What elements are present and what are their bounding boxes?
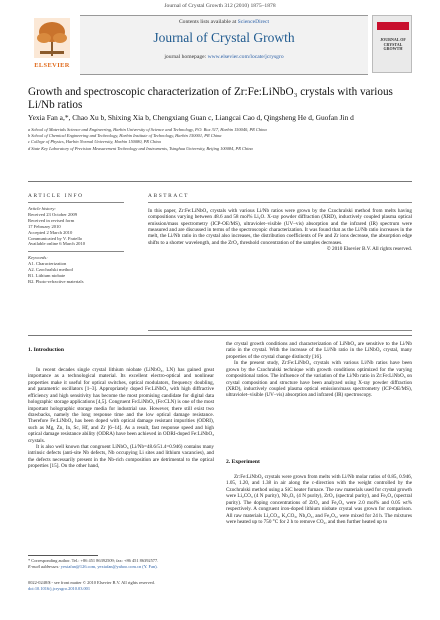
footnote-rule (28, 555, 98, 556)
history-item: 17 February 2010 (28, 223, 61, 229)
homepage-link[interactable]: www.elsevier.com/locate/jcrysgro (207, 54, 284, 60)
history-item: Communicated by V. Fratello (28, 235, 83, 241)
divider (28, 335, 412, 336)
paragraph: the crystal growth conditions and characterization of LiNbO₃ are sensitive to the Li/Nb ratio in the crystal. With the increase of the Li/Nb ratio in the LiNbO₃ crystal, many properties of the crystal change distinctly [16]. (226, 341, 412, 360)
history-item: Accepted 2 March 2010 (28, 229, 73, 235)
running-header: Journal of Crystal Growth 312 (2010) 1875–1878 (164, 3, 276, 9)
divider (28, 251, 124, 252)
sciencedirect-link[interactable]: ScienceDirect (237, 19, 270, 25)
footnote-text: * Corresponding author. Tel.: +86 451 86392509; fax: +86 451 86392577. (28, 558, 159, 563)
journal-cover-thumbnail (372, 15, 412, 73)
abstract-text: In this paper, Zr:Fe:LiNbO₃ crystals with various Li/Nb ratios were grown by the Czochralski method from melts having compositions varying between 48.6 and 58 mol% Li₂O. X-ray powder diffraction (XRD), inductively coupled plasma optical emission/mass spectrometry (ICP-OE/MS), ultraviolet–visible (UV–vis) absorption and the infrared (IR) spectrum were measured and are discussed in terms of the spectroscopic characterization. It was found that as the Li/Nb ratio increases in the melt, the Li/Nb ratio in the crystal also increases, the distribution coefficients of Fe and Zr ions decrease, the absorption edge shifts to a shorter wavelength, and the ZrO₂ threshold concentration of the samples decreases. (148, 208, 412, 246)
contents-line (80, 19, 368, 25)
cover-bar (377, 22, 409, 30)
homepage-prefix: journal homepage: (164, 54, 208, 60)
email-label: E-mail addresses: (28, 563, 61, 569)
affiliations (28, 127, 418, 152)
body-column-right (226, 341, 412, 399)
divider (148, 202, 412, 203)
homepage-line (80, 54, 368, 60)
article-history (28, 206, 138, 247)
footnote-email-line (28, 564, 228, 570)
elsevier-logo (28, 15, 76, 73)
abstract-body (148, 208, 412, 252)
section-heading-experiment: 2. Experiment (226, 459, 260, 465)
body-column-left (28, 367, 214, 470)
paragraph: In the present study, Zr:Fe:LiNbO₃ crystals with various Li/Nb ratios have been grown by the Czochralski technique with growth conditions optimized for the varying compositional ratios. The influence of the variation of the Li/Nb ratio in Zr:Fe:LiNbO₃ on crystal composition and structure have been analyzed using X-ray powder diffraction (XRD), inductively coupled plasma optical emission/mass spectrometry (ICP-OE/MS), ultraviolet–visible (UV–vis) absorption and infrared (IR) spectroscopy. (226, 360, 412, 399)
keyword-item: A2. Czochralski method (28, 266, 73, 272)
publisher-wordmark: ELSEVIER (34, 62, 70, 69)
journal-banner (28, 15, 412, 73)
paragraph: In recent decades single crystal lithium niobate (LiNbO₃, LN) has gained great importance as a technological material. Its excellent electro-optical and nonlinear properties make it useful for optical switches, optical modulators, frequency doubling, and parametric oscillators [1–3]. Appropriately doped Fe:LiNbO₃ with high diffractive efficiency and high sensitivity has become the most promising candidate for digital data holographic storage applications [4,5]. Congruent Fe:LiNbO₃ (Fe:CLN) is one of the most important holographic storage media for industrial use. However, there still exist two drawbacks, namely the long response time and the low optical damage resistance. Therefore Fe:LiNbO₃ has been doped with optical damage resistant impurities (ODRI), such as Mg, Zn, In, Sc, Hf, and Zr [6–14]. As a result, fast response speed and high optical damage resistance ability (ODRA) have been achieved in ODRI-doped Fe:LiNbO₃ crystals. (28, 367, 214, 444)
article-info-heading: ARTICLE INFO (28, 193, 84, 199)
elsevier-tree-icon (34, 18, 70, 58)
divider (148, 330, 412, 331)
history-label: Article history: (28, 206, 56, 211)
doi-link[interactable]: doi:10.1016/j.jcrysgro.2010.03.001 (28, 585, 91, 591)
journal-name: Journal of Crystal Growth (153, 30, 295, 45)
affiliation-c: c College of Physics, Harbin Normal University, Harbin 150080, PR China (28, 139, 161, 145)
affiliation-a: a School of Materials Science and Engineering, Harbin University of Science and Technology, P.O. Box 317, Harbin 150040, PR China (28, 127, 267, 132)
history-item: Received in revised form (28, 217, 75, 223)
history-item: Received 23 October 2009 (28, 211, 78, 217)
paragraph: Zr:Fe:LiNbO₃ crystals were grown from melts with Li/Nb molar ratios of 0.85, 0.946, 1.05, 1.20, and 1.38 in air along the c-direction with the weight controlled by the Czochralski method using a SiC heater furnace. The raw materials used for crystal growth were Li₂CO₃ (4 N purity), Nb₂O₅ (4 N purity), ZrO₂ (spectral purity), and Fe₂O₃ (spectral purity). The doping concentrations of ZrO₂ and Fe₂O₃ were 2.0 mol% and 0.05 wt% respectively. A congruent iron-doped lithium niobate crystal was grown for comparison. All raw materials Li₂CO₃, K₂CO₃, Nb₂O₅, and Fe₂O₃, were mixed for 24 h. The mixtures were heated up to 750 °C for 2 h to remove CO₂, and then further heated up to (226, 474, 412, 525)
section-heading-introduction: 1. Introduction (28, 347, 64, 353)
paper-title: Growth and spectroscopic characterization of Zr:Fe:LiNbO₃ crystals with various Li/Nb ratios (28, 86, 393, 111)
keyword-item: B2. Photo-refractive materials (28, 278, 84, 284)
email-links[interactable]: yexiafan@126.com, yexiafan@yahoo.com.cn (Y. Fan). (60, 563, 158, 569)
abstract-heading: ABSTRACT (148, 193, 189, 199)
paragraph: It is also well known that congruent LiNbO₃ (Li/Nb=48.6/51.4=0.946) contains many intrinsic defects (anti-site Nb defects, Nb occupying Li sites and lithium vacancies), and the defects necessarily present in the Nb-rich composition are detrimental to the optical properties [15]. On the other hand, (28, 444, 214, 470)
body-column-right-experiment (226, 474, 412, 525)
author-list: Yexia Fan a,*, Chao Xu b, Shixing Xia b, Chengxiang Guan c, Liangcai Cao d, Qingsheng He d, Guofan Jin d (28, 113, 354, 122)
cover-title: JOURNAL OF CRYSTAL GROWTH (380, 37, 406, 52)
copyright-line: © 2010 Elsevier B.V. All rights reserved. (326, 246, 412, 253)
contents-prefix: Contents lists available at (178, 19, 238, 25)
keyword-item: A1. Characterization (28, 260, 67, 266)
history-item: Available online 6 March 2010 (28, 241, 86, 247)
corresponding-author-footnote (28, 558, 228, 569)
issn-doi-block (28, 580, 228, 591)
affiliation-d: d State Key Laboratory of Precision Measurement Technology and Instruments, Tsinghua University, Beijing 100084, PR China (28, 145, 253, 151)
divider (28, 202, 124, 203)
issn-line: 0022-0248/$ - see front matter © 2010 Elsevier B.V. All rights reserved. (28, 580, 155, 585)
keywords-label: Keywords: (28, 255, 48, 260)
affiliation-b: b School of Chemical Engineering and Technology, Harbin Institute of Technology, Harbin 150001, PR China (28, 133, 222, 139)
keywords (28, 255, 138, 285)
divider (28, 181, 412, 182)
keyword-item: B1. Lithium niobate (28, 272, 66, 278)
journal-masthead (80, 15, 368, 75)
